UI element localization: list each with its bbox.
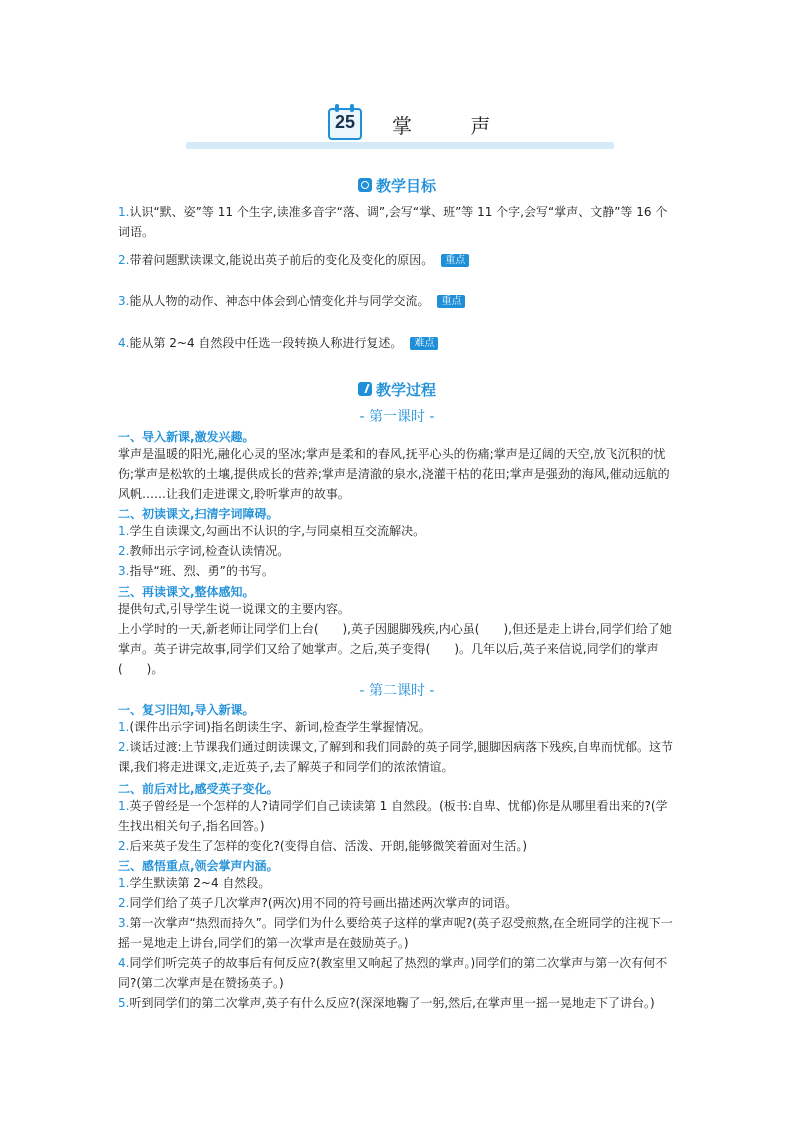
process-icon xyxy=(358,382,372,396)
lesson-header xyxy=(186,104,614,152)
s2-list-item: 1.学生默读第 2~4 自然段。 xyxy=(118,876,271,890)
s2-list-item: 1.(课件出示字词)指名朗读生字、新词,检查学生掌握情况。 xyxy=(118,720,431,734)
s1-list-item: 1.学生自读课文,勾画出不认识的字,与同桌相互交流解决。 xyxy=(118,524,426,538)
key-point-badge: 重点 xyxy=(441,254,469,267)
s2-list-item: 1.英子曾经是一个怎样的人?请同学们自己读读第 1 自然段。(板书:自卑、忧郁)你是从哪里看出来的?(学生找出相关句子,指名回答。) xyxy=(118,799,668,833)
lesson-number: 25 xyxy=(334,112,356,132)
difficulty-badge: 难点 xyxy=(410,337,438,350)
s1-list-item: 3.指导“班、烈、勇”的书写。 xyxy=(118,564,274,578)
objective-item-3: 3.能从人物的动作、神态中体会到心情变化并与同学交流。 重点 xyxy=(118,291,678,311)
title-underline xyxy=(186,142,614,149)
s2-heading-1: 一、复习旧知,导入新课。 xyxy=(118,703,255,717)
s2-list-item: 2.后来英子发生了怎样的变化?(变得自信、活泼、开朗,能够微笑着面对生活。) xyxy=(118,839,528,853)
s1-paragraph-3b: 上小学时的一天,新老师让同学们上台( ),英子因腿脚残疾,内心虽( ),但还是走上讲台,同学们给了她掌声。英子讲完故事,同学们又给了她掌声。之后,英子变得( )。几年以后,英子来信说,同学们的掌声( )。 xyxy=(118,622,672,676)
s1-list-item: 2.教师出示字词,检查认读情况。 xyxy=(118,544,290,558)
s1-paragraph-1: 掌声是温暖的阳光,融化心灵的坚冰;掌声是柔和的春风,抚平心头的伤痛;掌声是辽阔的天空,放飞沉积的忧伤;掌声是松软的土壤,提供成长的营养;掌声是清澈的泉水,浇灌干枯的花田;掌声是强劲的海风,催动远航的风帆……让我们走进课文,聆听掌声的故事。 xyxy=(118,447,670,501)
key-point-badge: 重点 xyxy=(437,295,465,308)
s2-heading-2: 二、前后对比,感受英子变化。 xyxy=(118,782,279,796)
target-icon xyxy=(358,178,372,192)
process-heading: 教学过程 xyxy=(0,379,794,400)
s1-heading-1: 一、导入新课,激发兴趣。 xyxy=(118,430,255,444)
s2-list-item: 2.同学们给了英子几次掌声?(两次)用不同的符号画出描述两次掌声的词语。 xyxy=(118,896,518,910)
s2-heading-3: 三、感悟重点,领会掌声内涵。 xyxy=(118,859,279,873)
s1-paragraph-3a: 提供句式,引导学生说一说课文的主要内容。 xyxy=(118,602,350,616)
calendar-icon xyxy=(328,104,364,142)
objective-item-4: 4.能从第 2~4 自然段中任选一段转换人称进行复述。 难点 xyxy=(118,333,678,353)
s2-list-item: 2.谈话过渡:上节课我们通过朗读课文,了解到和我们同龄的英子同学,腿脚因病落下残疾,自卑而忧郁。这节课,我们将走进课文,走近英子,去了解英子和同学们的浓浓情谊。 xyxy=(118,740,673,774)
s2-list-item: 4.同学们听完英子的故事后有何反应?(教室里又响起了热烈的掌声。)同学们的第二次掌声与第一次有何不同?(第二次掌声是在赞扬英子。) xyxy=(118,956,668,990)
objective-item-1: 1.认识“默、姿”等 11 个生字,读准多音字“落、调”,会写“掌、班”等 11 个字,会写“掌声、文静”等 16 个词语。 xyxy=(118,205,668,239)
s2-list-item: 5.听到同学们的第二次掌声,英子有什么反应?(深深地鞠了一躬,然后,在掌声里一摇一晃地走下了讲台。) xyxy=(118,996,655,1010)
lesson-title: 掌 声 xyxy=(392,114,517,138)
s1-heading-3: 三、再读课文,整体感知。 xyxy=(118,585,255,599)
session-1-label: - 第一课时 - xyxy=(359,409,435,425)
session-2-label: - 第二课时 - xyxy=(359,683,435,699)
objectives-heading: 教学目标 xyxy=(0,175,794,196)
objective-item-2: 2.带着问题默读课文,能说出英子前后的变化及变化的原因。 重点 xyxy=(118,250,678,270)
s2-list-item: 3.第一次掌声“热烈而持久”。同学们为什么要给英子这样的掌声呢?(英子忍受煎熬,在全班同学的注视下一摇一晃地走上讲台,同学们的第一次掌声是在鼓励英子。) xyxy=(118,916,673,950)
s1-heading-2: 二、初读课文,扫清字词障碍。 xyxy=(118,507,279,521)
